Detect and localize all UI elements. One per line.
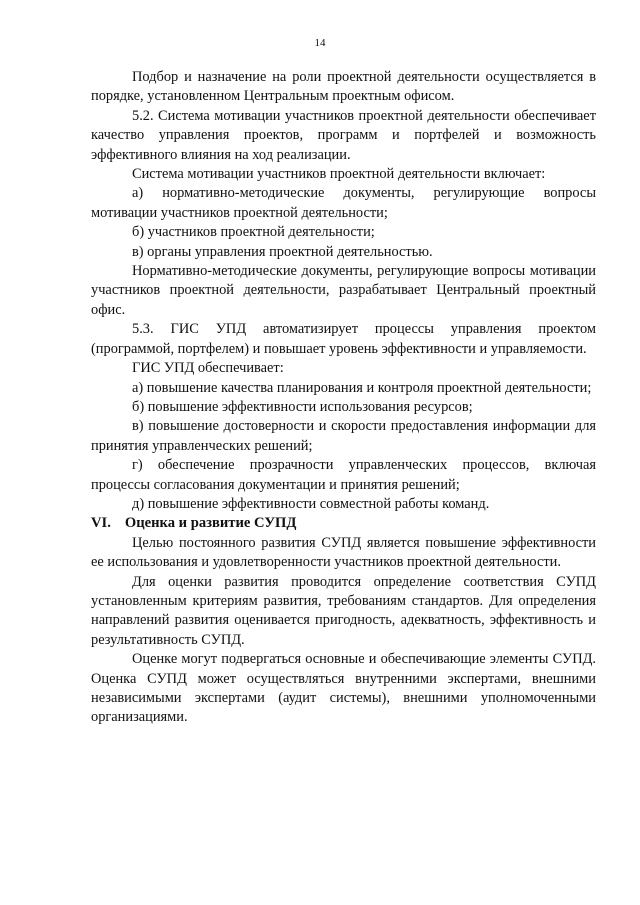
- list-item: а) повышение качества планирования и контроля проектной деятельности;: [132, 379, 592, 396]
- document-body: [91, 68, 596, 728]
- section-heading: [91, 514, 596, 533]
- list-item: б) участников проектной деятельности;: [132, 224, 375, 241]
- list-item: д) повышение эффективности совместной работы команд.: [132, 495, 490, 512]
- paragraph: ГИС УПД обеспечивает:: [132, 360, 284, 377]
- paragraph: Подбор и назначение на роли проектной деятельности осуществляется в порядке, установленном Центральным проектным офисом.: [91, 69, 596, 105]
- paragraph: Нормативно-методические документы, регулирующие вопросы мотивации участников проектной деятельности, разрабатывает Центральный проектный офис.: [91, 263, 596, 318]
- paragraph: 5.2. Система мотивации участников проектной деятельности обеспечивает качество управления проектов, программ и портфелей и возможность эффективного влияния на ход реализации.: [91, 107, 596, 163]
- list-item: б) повышение эффективности использования ресурсов;: [132, 398, 473, 415]
- paragraph: Целью постоянного развития СУПД является повышение эффективности ее использования и удовлетворенности участников проектной деятельности.: [91, 534, 596, 571]
- section-title: Оценка и развитие СУПД: [124, 515, 297, 532]
- paragraph: 5.3. ГИС УПД автоматизирует процессы управления проектом (программой, портфелем) и повышает уровень эффективности и управляемости.: [91, 321, 596, 357]
- paragraph: Для оценки развития проводится определение соответствия СУПД установленным критериям развития, требованиям стандартов. Для определения направлений развития оценивается пригодность, адекватность, эффективность и результативность СУПД.: [91, 573, 596, 648]
- list-item: а) нормативно-методические документы, регулирующие вопросы мотивации участников проектной деятельности;: [91, 185, 596, 221]
- page-number: 14: [314, 37, 326, 49]
- paragraph: Оценке могут подвергаться основные и обеспечивающие элементы СУПД. Оценка СУПД может осуществляться внутренними экспертами, внешними независимыми экспертами (аудит системы), внешними уполномоченными организациями.: [91, 651, 596, 726]
- list-item: в) повышение достоверности и скорости предоставления информации для принятия управленческих решений;: [91, 418, 596, 454]
- paragraph: Система мотивации участников проектной деятельности включает:: [132, 166, 546, 183]
- list-item: в) органы управления проектной деятельностью.: [132, 243, 433, 260]
- list-item: г) обеспечение прозрачности управленческих процессов, включая процессы согласования документации и принятия решений;: [91, 457, 596, 493]
- section-number: VI.: [91, 515, 111, 532]
